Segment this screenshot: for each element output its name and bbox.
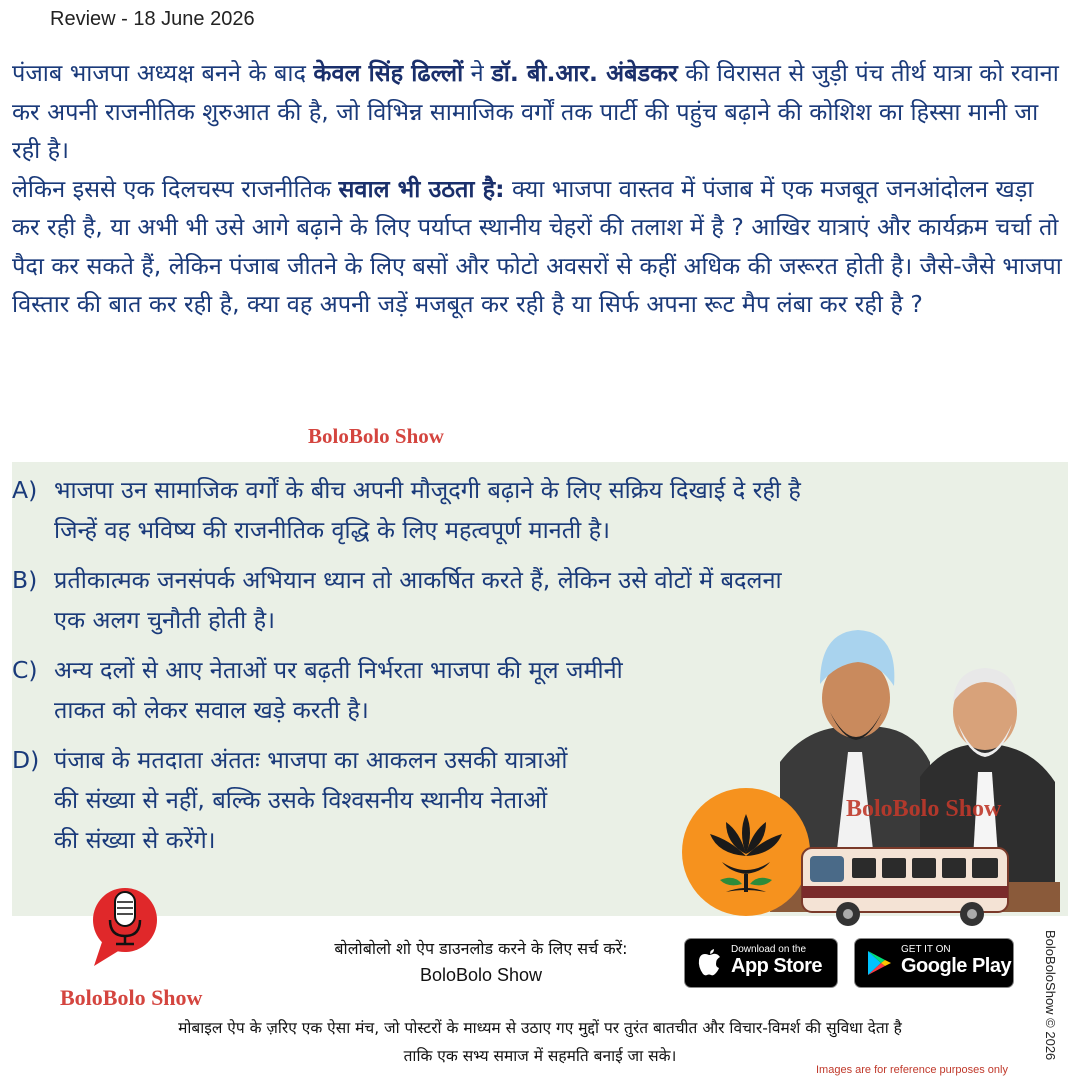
leader-name: केवल सिंह ढिल्लों: [313, 59, 464, 87]
intro-text-span: क्या भाजपा वास्तव में पंजाब में एक मजबूत जनआंदोलन खड़ा कर रही है, या अभी भी उसे आगे बढ़ाने के लिए पर्याप्त स्थानीय चेहरों की तलाश में है ? आखिर यात्राएं और कार्यक्रम चर्चा तो पैदा कर सकते हैं, लेकिन पंजाब जीतने के लिए बसों और फोटो अवसरों से कहीं अधिक की जरूरत होती है। जैसे-जैसे भाजपा विस्तार की बात कर रही है, क्या वह अपनी जड़ें मजबूत कर रही है या सिर्फ अपना रूट मैप लंबा कर रही है ?: [12, 174, 1062, 318]
copyright-vertical: BoloBoloShow © 2026: [1043, 930, 1058, 1061]
option-letter: D): [12, 746, 40, 774]
download-prompt: [296, 936, 666, 988]
microphone-icon: [90, 880, 160, 970]
brand-name: BoloBolo Show: [60, 985, 203, 1010]
option-line: जिन्हें वह भविष्य की राजनीतिक वृद्धि के लिए महत्वपूर्ण मानती है।: [54, 516, 611, 544]
option-line: ताकत को लेकर सवाल खड़े करती है।: [54, 696, 369, 724]
app-store-small-label: Download on the: [731, 944, 807, 955]
option-line: पंजाब के मतदाता अंततः भाजपा का आकलन उसकी यात्राओं: [54, 746, 568, 774]
watermark-text: BoloBolo Show: [308, 424, 444, 448]
image-disclaimer: Images are for reference purposes only: [816, 1064, 1008, 1076]
google-play-icon: [865, 949, 893, 977]
footer-text: [20, 1014, 1060, 1070]
option-letter: B): [12, 566, 38, 594]
option-line: भाजपा उन सामाजिक वर्गों के बीच अपनी मौजूदगी बढ़ाने के लिए सक्रिय दिखाई दे रही है: [54, 476, 801, 504]
bjp-logo: [682, 788, 810, 916]
intro-text: [12, 54, 1062, 324]
app-store-button[interactable]: [684, 938, 838, 988]
download-app-name: BoloBolo Show: [419, 965, 543, 985]
download-instruction: बोलोबोलो शो ऐप डाउनलोड करने के लिए सर्च करें:: [334, 939, 628, 958]
intro-paragraph-1: [12, 54, 1062, 170]
intro-text-span: लेकिन इससे एक दिलचस्प राजनीतिक: [12, 174, 339, 203]
option-line: प्रतीकात्मक जनसंपर्क अभियान ध्यान तो आकर्षित करते हैं, लेकिन उसे वोटों में बदलना: [54, 566, 782, 594]
option-line: एक अलग चुनौती होती है।: [54, 606, 276, 634]
option-line: अन्य दलों से आए नेताओं पर बढ़ती निर्भरता भाजपा की मूल जमीनी: [54, 656, 623, 684]
app-store-label: App Store: [731, 955, 823, 977]
intro-text-span: की विरासत से जुड़ी पंच तीर्थ यात्रा को रवाना कर अपनी राजनीतिक शुरुआत की है, जो विभिन्न सामाजिक वर्गों तक पार्टी की पहुंच बढ़ाने की कोशिश का हिस्सा मानी जा रही है।: [12, 59, 1059, 164]
option-line: की संख्या से नहीं, बल्कि उसके विश्वसनीय स्थानीय नेताओं: [54, 786, 548, 814]
lotus-icon: [682, 788, 810, 916]
footer-line-2: ताकि एक सभ्य समाज में सहमति बनाई जा सके।: [403, 1047, 677, 1065]
bus-icon: [796, 842, 1016, 932]
intro-paragraph-2: [12, 170, 1062, 324]
footer-line-1: मोबाइल ऐप के ज़रिए एक ऐसा मंच, जो पोस्टरों के माध्यम से उठाए गए मुद्दों पर तुरंत बातचीत और विचार-विमर्श की सुविधा देता है: [178, 1019, 902, 1037]
option-letter: C): [12, 656, 38, 684]
intro-text-span: ने: [463, 59, 492, 87]
intro-text-span: पंजाब भाजपा अध्यक्ष बनने के बाद: [12, 59, 314, 87]
option-line: की संख्या से करेंगे।: [54, 826, 216, 854]
microphone-logo: [90, 880, 160, 970]
date-label: Review - 18 June 2026: [50, 8, 255, 30]
google-play-label: Google Play: [901, 955, 1012, 977]
google-play-small-label: GET IT ON: [901, 944, 951, 955]
google-play-button[interactable]: [854, 938, 1014, 988]
photo-watermark: BoloBolo Show: [846, 796, 1002, 822]
ambedkar-name: डॉ. बी.आर. अंबेडकर: [491, 59, 678, 87]
apple-icon: [697, 949, 723, 977]
option-letter: A): [12, 476, 38, 504]
question-highlight: सवाल भी उठता है:: [338, 174, 505, 203]
